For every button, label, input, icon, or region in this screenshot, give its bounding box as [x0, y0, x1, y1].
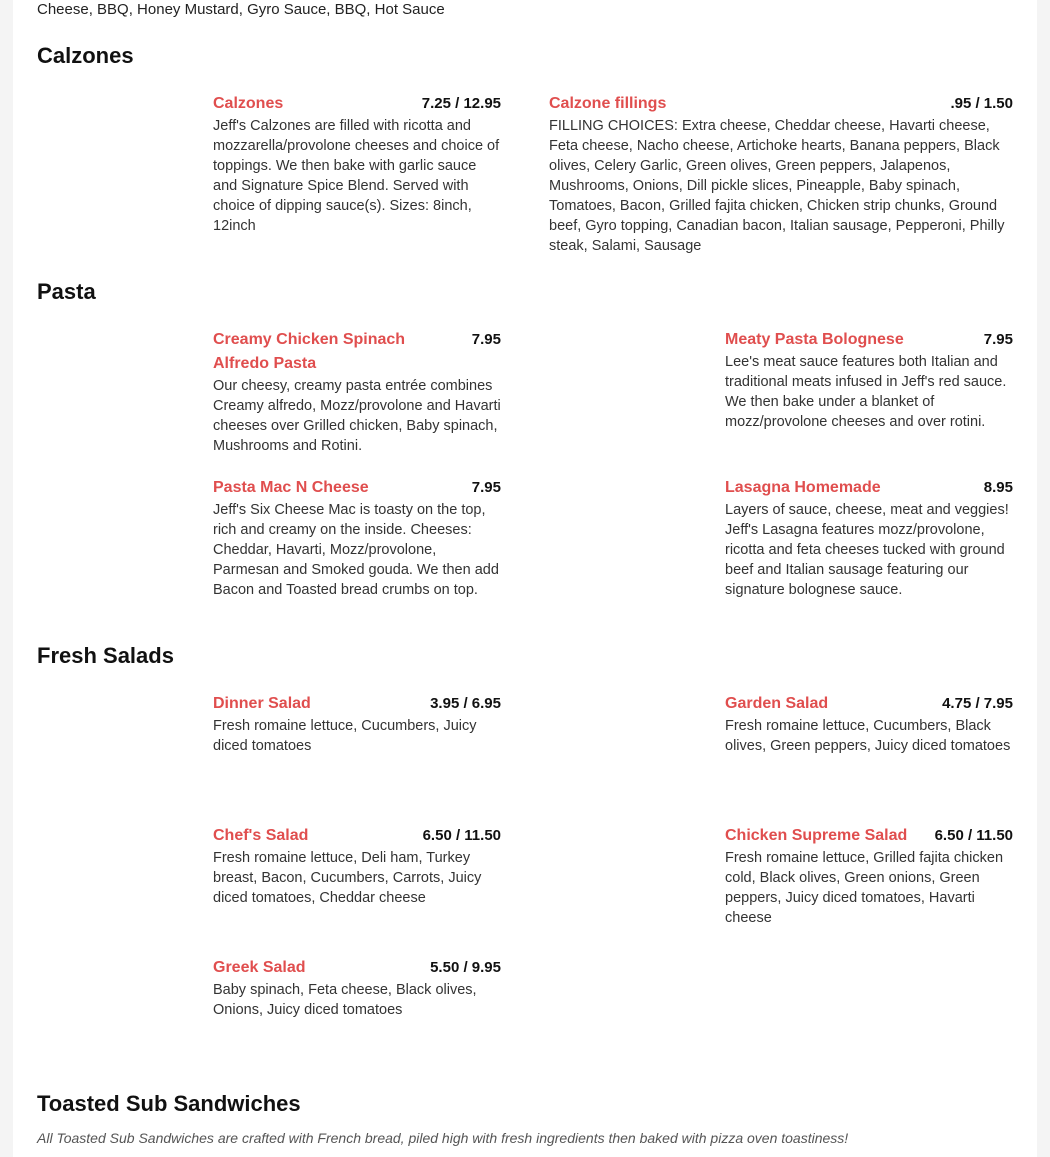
- menu-item-price: .95 / 1.50: [950, 95, 1013, 112]
- menu-item-name[interactable]: Chicken Supreme Salad: [725, 827, 908, 844]
- menu-item-greek-salad[interactable]: [213, 956, 501, 1020]
- menu-item-name[interactable]: Calzone fillings: [549, 95, 667, 112]
- menu-item-description: Fresh romaine lettuce, Grilled fajita chicken cold, Black olives, Green onions, Green peppers, Juicy diced tomatoes, Havarti cheese: [725, 850, 1004, 926]
- menu-item-description: Fresh romaine lettuce, Cucumbers, Black olives, Green peppers, Juicy diced tomatoes: [725, 718, 1011, 754]
- menu-item-name[interactable]: Chef's Salad: [213, 827, 309, 844]
- menu-item-price: 7.95: [983, 331, 1013, 348]
- menu-item-price: 4.75 / 7.95: [942, 695, 1013, 712]
- menu-item-description: Jeff's Six Cheese Mac is toasty on the top, rich and creamy on the inside. Cheeses: Cheddar, Havarti, Mozz/provolone, Parmesan and Smoked gouda. We then add Bacon and Toasted bread crumbs on top.: [213, 502, 499, 598]
- menu-item-calzones[interactable]: [213, 92, 501, 236]
- menu-item-description: Fresh romaine lettuce, Deli ham, Turkey breast, Bacon, Cucumbers, Carrots, Juicy diced tomatoes, Cheddar cheese: [213, 850, 482, 906]
- menu-item-name[interactable]: Dinner Salad: [213, 695, 311, 712]
- menu-item-price: 7.95: [471, 331, 501, 348]
- menu-item-description: Lee's meat sauce features both Italian and traditional meats infused in Jeff's red sauce. We then bake under a blanket of mozz/provolone cheeses and over rotini.: [725, 354, 1007, 430]
- section-tagline-toasted-subs: All Toasted Sub Sandwiches are crafted with French bread, piled high with fresh ingredients then baked with pizza oven toastiness!: [37, 1130, 849, 1146]
- menu-item-price: 3.95 / 6.95: [430, 695, 501, 712]
- menu-item-creamy-chicken-alfredo[interactable]: [213, 328, 501, 456]
- menu-item-price: 8.95: [983, 479, 1013, 496]
- menu-item-description: Layers of sauce, cheese, meat and veggies! Jeff's Lasagna features mozz/provolone, ricotta and feta cheeses tucked with ground beef and Italian sausage featuring our signature bolognese sauce.: [725, 502, 1009, 598]
- menu-item-description: FILLING CHOICES: Extra cheese, Cheddar cheese, Havarti cheese, Feta cheese, Nacho cheese, Artichoke hearts, Banana peppers, Black olives, Celery Garlic, Green olives, Green peppers, Jalapenos, Mushrooms, Onions, Dill pickle slices, Pineapple, Baby spinach, Tomatoes, Bacon, Grilled fajita chicken, Chicken strip chunks, Ground beef, Gyro topping, Canadian bacon, Italian sausage, Pepperoni, Philly steak, Salami, Sausage: [549, 118, 1005, 254]
- menu-item-name[interactable]: Lasagna Homemade: [725, 479, 881, 496]
- previous-section-tail-text: Cheese, BBQ, Honey Mustard, Gyro Sauce, BBQ, Hot Sauce: [37, 1, 445, 18]
- menu-item-price: 7.25 / 12.95: [421, 95, 501, 112]
- menu-item-name[interactable]: Calzones: [213, 95, 284, 112]
- menu-item-name[interactable]: Creamy Chicken Spinach Alfredo Pasta: [213, 331, 406, 372]
- menu-item-chicken-supreme-salad[interactable]: [725, 824, 1013, 928]
- menu-item-description: Jeff's Calzones are filled with ricotta and mozzarella/provolone cheeses and choice of toppings. We then bake with garlic sauce and Signature Spice Blend. Served with choice of dipping sauce(s). Sizes: 8inch, 12inch: [213, 118, 500, 234]
- menu-item-dinner-salad[interactable]: [213, 692, 501, 756]
- menu-item-chefs-salad[interactable]: [213, 824, 501, 908]
- menu-item-pasta-mac-n-cheese[interactable]: [213, 476, 501, 600]
- menu-item-calzone-fillings[interactable]: [549, 92, 1013, 256]
- menu-item-description: Our cheesy, creamy pasta entrée combines Creamy alfredo, Mozz/provolone and Havarti cheeses over Grilled chicken, Baby spinach, Mushrooms and Rotini.: [213, 378, 501, 454]
- menu-item-name[interactable]: Garden Salad: [725, 695, 829, 712]
- section-title-calzones: Calzones: [37, 43, 134, 68]
- menu-item-name[interactable]: Meaty Pasta Bolognese: [725, 331, 904, 348]
- section-title-fresh-salads: Fresh Salads: [37, 643, 174, 668]
- menu-item-garden-salad[interactable]: [725, 692, 1013, 756]
- menu-item-description: Fresh romaine lettuce, Cucumbers, Juicy diced tomatoes: [213, 718, 477, 754]
- section-title-toasted-subs: Toasted Sub Sandwiches: [37, 1091, 301, 1116]
- menu-item-price: 6.50 / 11.50: [422, 827, 501, 844]
- menu-item-name[interactable]: Pasta Mac N Cheese: [213, 479, 369, 496]
- section-title-pasta: Pasta: [37, 279, 96, 304]
- menu-item-name[interactable]: Greek Salad: [213, 959, 306, 976]
- menu-card: [13, 0, 1037, 1157]
- menu-item-price: 6.50 / 11.50: [934, 827, 1013, 844]
- menu-item-price: 7.95: [471, 479, 501, 496]
- menu-item-meaty-pasta-bolognese[interactable]: [725, 328, 1013, 432]
- menu-item-lasagna-homemade[interactable]: [725, 476, 1013, 600]
- menu-item-description: Baby spinach, Feta cheese, Black olives, Onions, Juicy diced tomatoes: [213, 982, 477, 1018]
- menu-item-price: 5.50 / 9.95: [430, 959, 501, 976]
